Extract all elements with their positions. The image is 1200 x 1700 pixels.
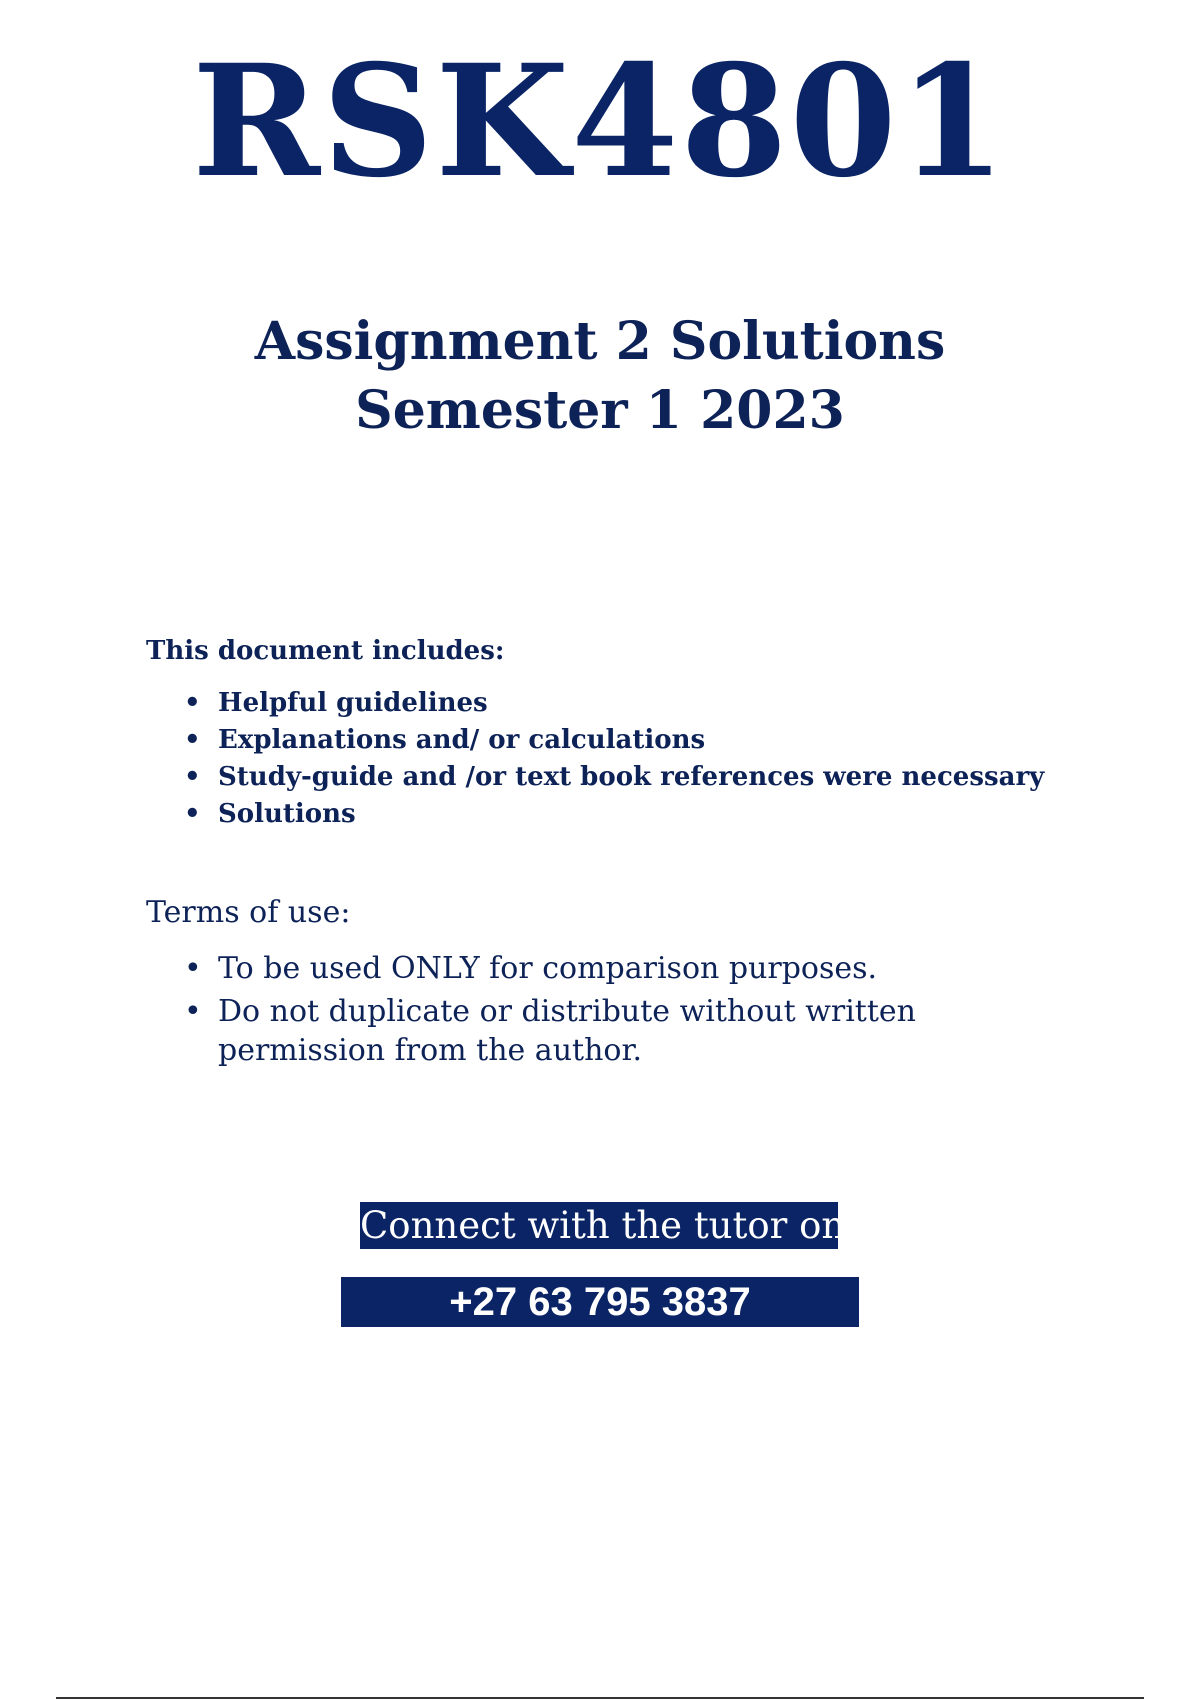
list-item — [146, 685, 1044, 722]
includes-list — [146, 685, 1044, 833]
list-item-text: Helpful guidelines — [218, 688, 488, 718]
bullet-icon: • — [184, 951, 202, 986]
tutor-phone-number: +27 63 795 3837 — [341, 1277, 859, 1327]
bullet-icon: • — [184, 725, 201, 755]
includes-heading: This document includes: — [146, 636, 505, 666]
connect-with-tutor-label: Connect with the tutor on — [360, 1204, 846, 1247]
list-item-text: Do not duplicate or distribute without written permission from the author. — [218, 994, 916, 1068]
list-item — [146, 992, 946, 1070]
bullet-icon: • — [184, 994, 202, 1029]
bullet-icon: • — [184, 688, 201, 718]
bullet-icon: • — [184, 762, 201, 792]
course-code-title: RSK4801 — [192, 31, 1008, 212]
terms-list — [146, 949, 946, 1074]
assignment-subtitle: Assignment 2 Solutions — [254, 311, 946, 372]
list-item-text: Explanations and/ or calculations — [218, 725, 706, 755]
list-item — [146, 722, 1044, 759]
list-item — [146, 759, 1044, 796]
list-item-text: Solutions — [218, 799, 356, 829]
bullet-icon: • — [184, 799, 201, 829]
terms-heading: Terms of use: — [146, 895, 351, 930]
list-item-text: Study-guide and /or text book references were necessary — [218, 762, 1045, 792]
list-item-text: To be used ONLY for comparison purposes. — [218, 951, 878, 986]
semester-subtitle: Semester 1 2023 — [355, 380, 845, 441]
list-item — [146, 949, 946, 988]
list-item — [146, 796, 1044, 833]
footer-divider — [56, 1697, 1144, 1699]
